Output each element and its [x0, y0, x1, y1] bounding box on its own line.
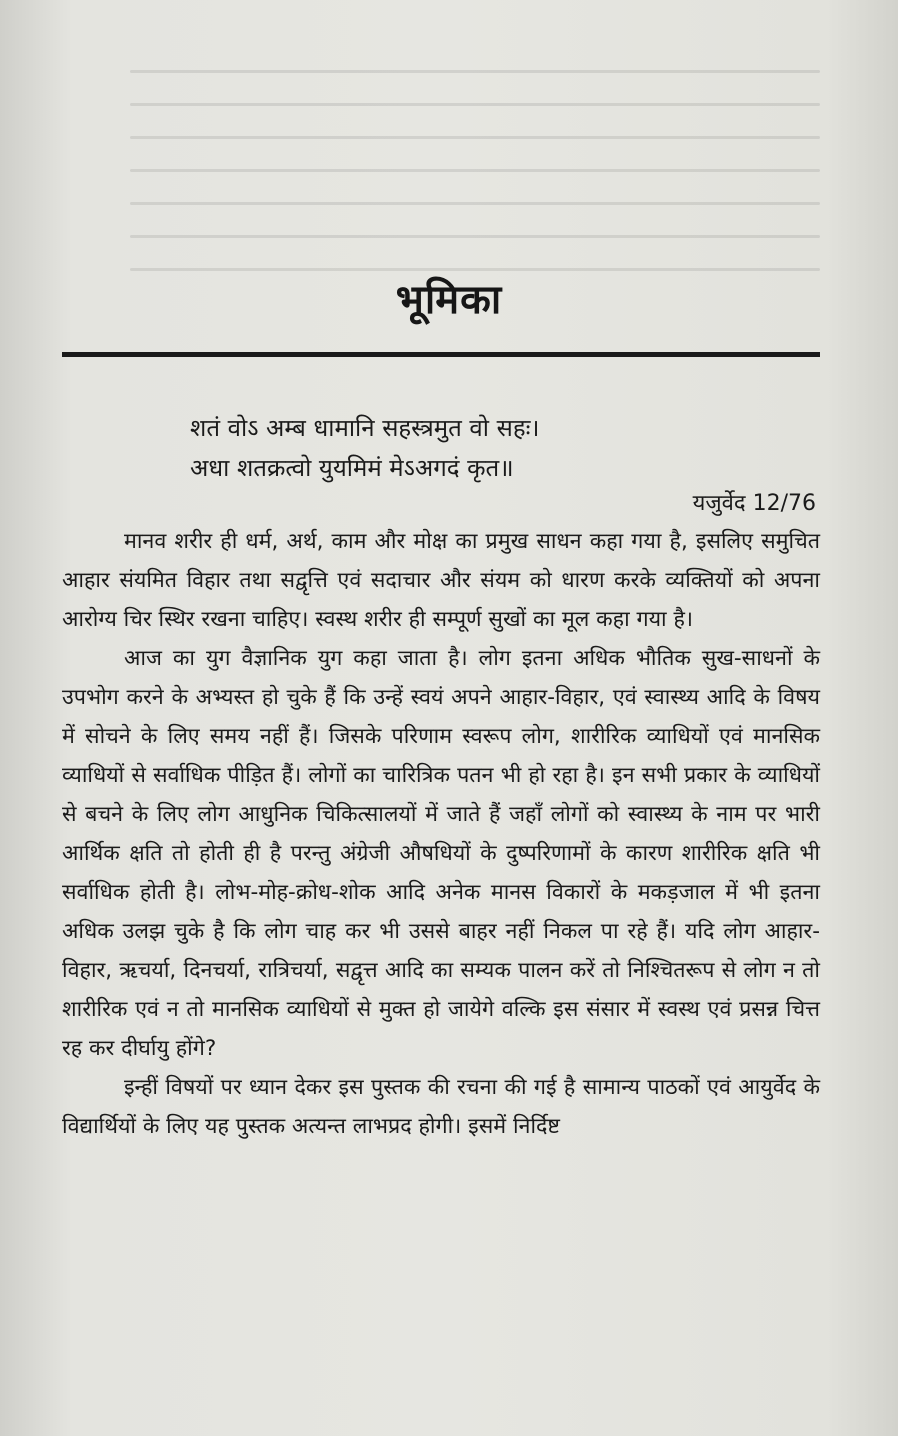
verse-line-2: अधा शतक्रत्वो युयमिमं मेऽअगदं कृत॥ [190, 454, 514, 482]
body-text [62, 522, 820, 1146]
paragraph-2: आज का युग वैज्ञानिक युग कहा जाता है। लोग इतना अधिक भौतिक सुख-साधनों के उपभोग करने के अभ्यस्त हो चुके हैं कि उन्हें स्वयं अपने आहार-विहार, एवं स्वास्थ्य आदि के विषय में सोचने के लिए समय नहीं हैं। जिसके परिणाम स्वरूप लोग, शारीरिक व्याधियों एवं मानसिक व्याधियों से सर्वाधिक पीड़ित हैं। लोगों का चारित्रिक पतन भी हो रहा है। इन सभी प्रकार के व्याधियों से बचने के लिए लोग आधुनिक चिकित्सालयों में जाते हैं जहाँ लोगों को स्वास्थ्य के नाम पर भारी आर्थिक क्षति तो होती ही है परन्तु अंग्रेजी औषधियों के दुष्परिणामों के कारण शारीरिक क्षति भी सर्वाधिक होती है। लोभ-मोह-क्रोध-शोक आदि अनेक मानस विकारों के मकड़जाल में भी इतना अधिक उलझ चुके है कि लोग चाह कर भी उससे बाहर नहीं निकल पा रहे हैं। यदि लोग आहार-विहार, ऋचर्या, दिनचर्या, रात्रिचर्या, सद्वृत्त आदि का सम्यक पालन करें तो निश्चितरूप से लोग न तो शारीरिक एवं न तो मानसिक व्याधियों से मुक्त हो जायेगे वल्कि इस संसार में स्वस्थ एवं प्रसन्न चित्त रह कर दीर्घायु होंगे? [62, 646, 820, 1061]
page-title: भूमिका [395, 277, 503, 323]
title-divider [62, 352, 820, 357]
paragraph-1: मानव शरीर ही धर्म, अर्थ, काम और मोक्ष का प्रमुख साधन कहा गया है, इसलिए समुचित आहार संयमित विहार तथा सद्वृत्ति एवं सदाचार और संयम को धारण करके व्यक्तियों को अपना आरोग्य चिर स्थिर रखना चाहिए। स्वस्थ शरीर ही सम्पूर्ण सुखों का मूल कहा गया है। [62, 529, 820, 632]
verse-line-1: शतं वोऽ अम्ब धामानि सहस्त्रमुत वो सहः। [190, 414, 540, 442]
verse-source: यजुर्वेद 12/76 [692, 491, 816, 516]
bleed-through-shadow [130, 40, 820, 270]
paragraph-3: इन्हीं विषयों पर ध्यान देकर इस पुस्तक की रचना की गई है सामान्य पाठकों एवं आयुर्वेद के विद्यार्थियों के लिए यह पुस्तक अत्यन्त लाभप्रद होगी। इसमें निर्दिष्ट [62, 1075, 820, 1139]
